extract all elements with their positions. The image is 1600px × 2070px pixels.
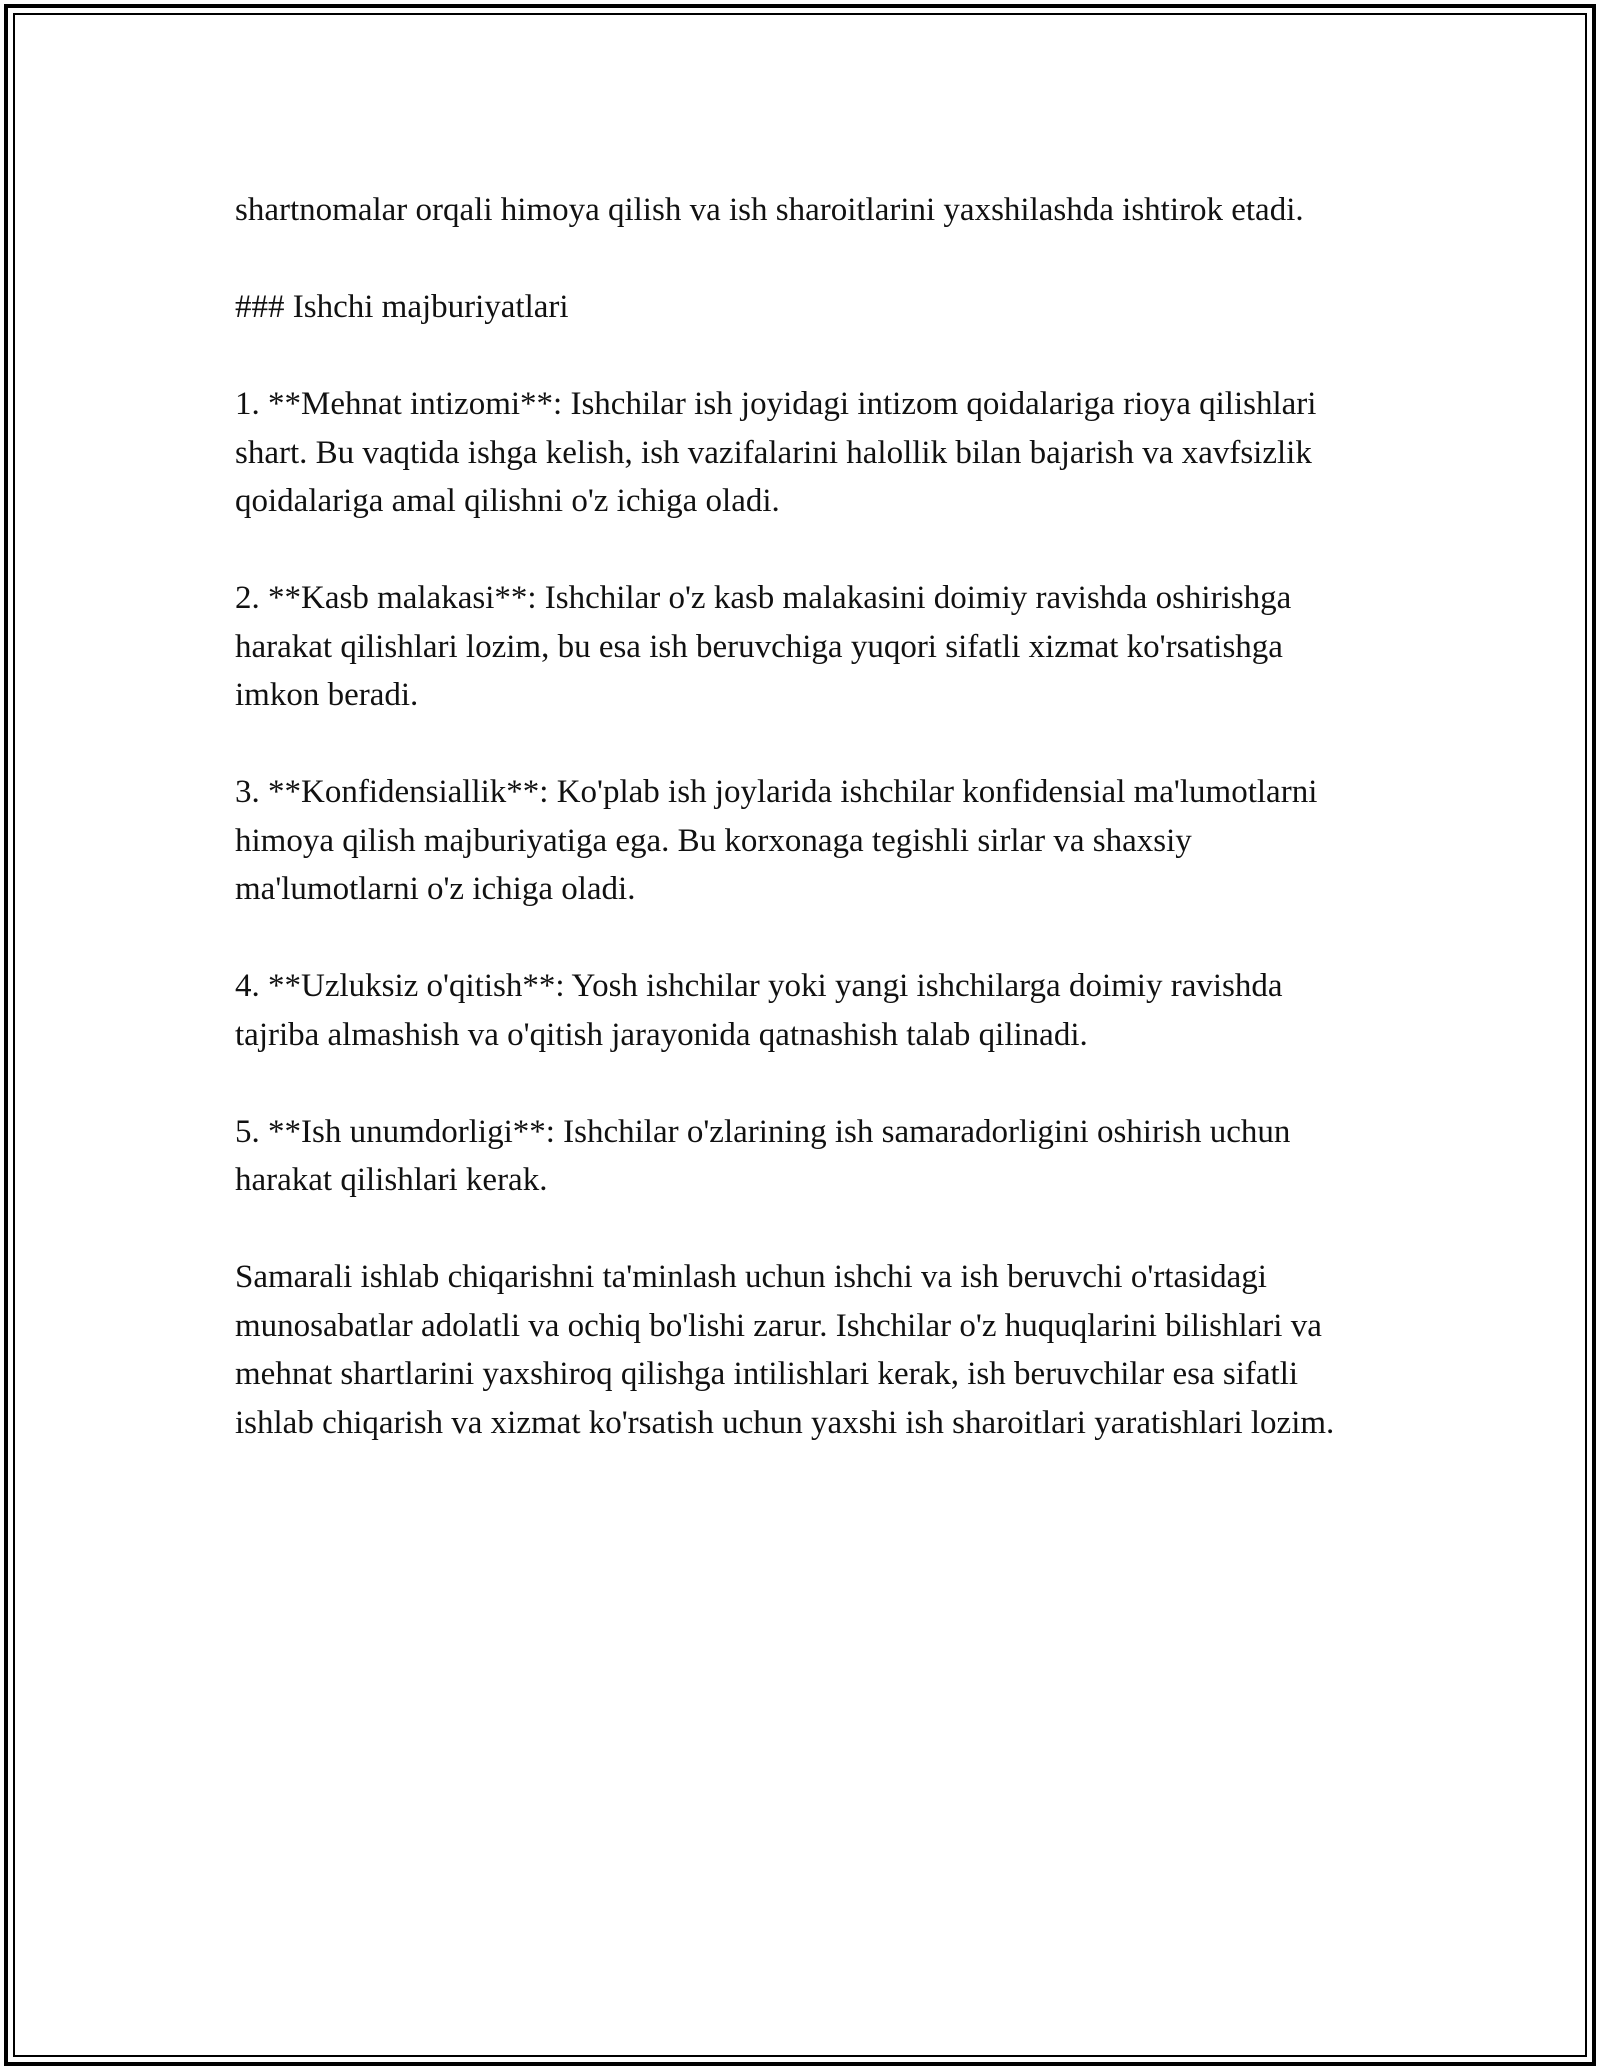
list-item-5: 5. **Ish unumdorligi**: Ishchilar o'zlarining ish samaradorligini oshirish uchun harakat qilishlari kerak. <box>235 1113 1291 1198</box>
list-item-2: 2. **Kasb malakasi**: Ishchilar o'z kasb malakasini doimiy ravishda oshirishga harakat qilishlari lozim, bu esa ish beruvchiga yuqori sifatli xizmat ko'rsatishga imkon beradi. <box>235 580 1292 713</box>
conclusion-paragraph: Samarali ishlab chiqarishni ta'minlash uchun ishchi va ish beruvchi o'rtasidagi munosabatlar adolatli va ochiq bo'lishi zarur. Ishchilar o'z huquqlarini bilishlari va mehnat shartlarini yaxshiroq qilishga intilishlari kerak, ish beruvchilar esa sifatli ishlab chiqarish va xizmat ko'rsatish uchun yaxshi ish sharoitlari yaratishlari lozim. <box>235 1259 1335 1441</box>
list-item-3: 3. **Konfidensiallik**: Ko'plab ish joylarida ishchilar konfidensial ma'lumotlarni himoya qilish majburiyatiga ega. Bu korxonaga tegishli sirlar va shaxsiy ma'lumotlarni o'z ichiga oladi. <box>235 774 1318 907</box>
paragraph-continuation: shartnomalar orqali himoya qilish va ish sharoitlarini yaxshilashda ishtirok etadi. <box>235 192 1304 228</box>
list-item-4: 4. **Uzluksiz o'qitish**: Yosh ishchilar yoki yangi ishchilarga doimiy ravishda tajriba almashish va o'qitish jarayonida qatnashish talab qilinadi. <box>235 968 1283 1053</box>
section-heading: ### Ishchi majburiyatlari <box>235 289 569 325</box>
list-item-1: 1. **Mehnat intizomi**: Ishchilar ish joyidagi intizom qoidalariga rioya qilishlari shart. Bu vaqtida ishga kelish, ish vazifalarini halollik bilan bajarish va xavfsizlik qoidalariga amal qilishni o'z ichiga oladi. <box>235 386 1317 519</box>
document-body <box>235 186 1365 1447</box>
